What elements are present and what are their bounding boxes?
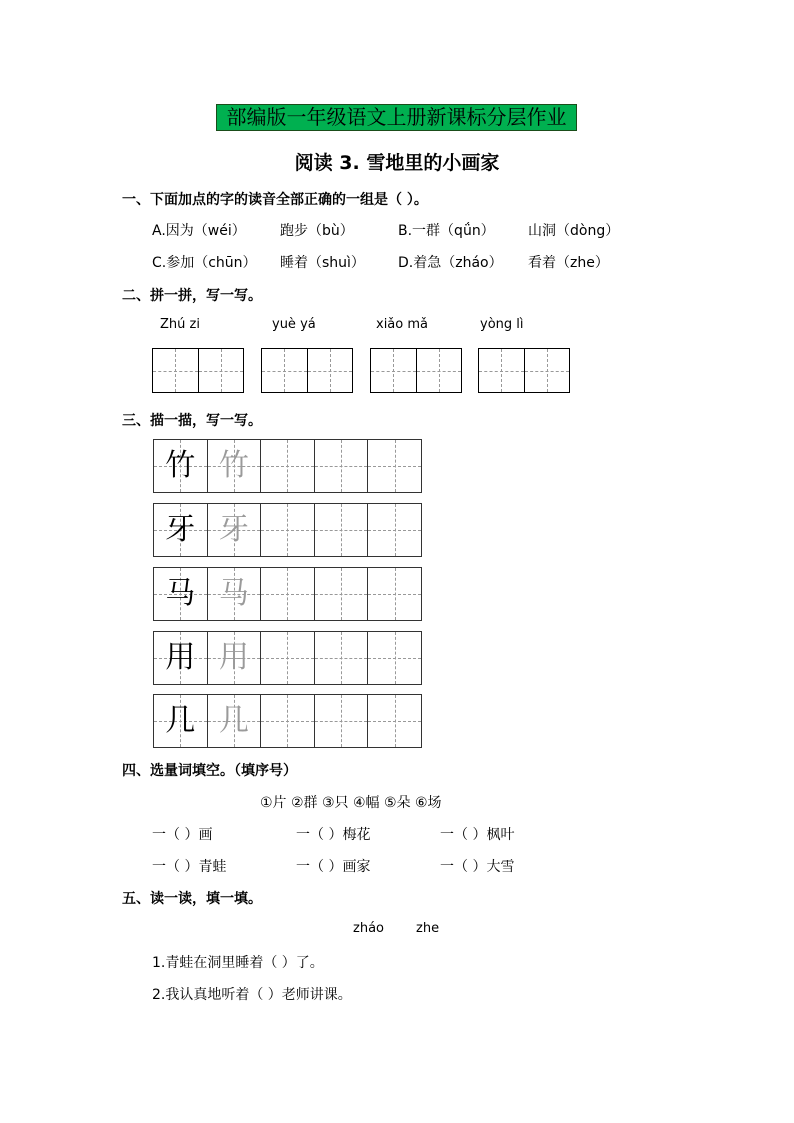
q5-heading: 五、读一读，填一填。 [122, 891, 262, 907]
practice-cell[interactable] [314, 632, 368, 684]
practice-cell[interactable] [314, 440, 368, 492]
practice-cell[interactable] [260, 440, 314, 492]
practice-cell[interactable] [367, 632, 421, 684]
practice-cell[interactable] [367, 695, 421, 747]
trace-character: 牙 [218, 512, 249, 547]
q1-option: B.一群（qǘn） [398, 223, 495, 239]
pinyin-label: yuè yá [272, 317, 316, 332]
trace-row [153, 694, 422, 748]
writing-box[interactable] [261, 348, 353, 393]
trace-character: 几 [218, 703, 249, 738]
writing-box[interactable] [478, 348, 570, 393]
trace-character: 用 [218, 640, 249, 675]
practice-cell[interactable] [260, 568, 314, 620]
q1-heading: 一、下面加点的字的读音全部正确的一组是（ ）。 [122, 192, 428, 208]
practice-cell[interactable] [367, 568, 421, 620]
model-character: 用 [165, 640, 196, 675]
trace-character: 竹 [218, 448, 249, 483]
q2-heading: 二、拼一拼，写一写。 [122, 288, 262, 304]
trace-row [153, 439, 422, 493]
pinyin-label: Zhú zi [160, 317, 200, 332]
q1-option: 看着（zhe） [528, 255, 609, 271]
header-banner: 部编版一年级语文上册新课标分层作业 [216, 104, 577, 131]
trace-row [153, 567, 422, 621]
pinyin-label: zháo [353, 921, 384, 936]
fill-blank[interactable]: 一（ ）枫叶 [440, 827, 515, 843]
model-character: 马 [165, 576, 196, 611]
q1-option: 跑步（bù） [280, 223, 354, 239]
writing-box[interactable] [152, 348, 244, 393]
fill-sentence[interactable]: 1.青蛙在洞里睡着（ ）了。 [152, 955, 324, 971]
practice-cell[interactable] [367, 440, 421, 492]
fill-blank[interactable]: 一（ ）画家 [296, 859, 371, 875]
q1-option: 山洞（dòng） [528, 223, 620, 239]
q1-option: C.参加（chūn） [152, 255, 257, 271]
trace-row [153, 503, 422, 557]
model-character: 竹 [165, 448, 196, 483]
fill-blank[interactable]: 一（ ）梅花 [296, 827, 371, 843]
practice-cell[interactable] [260, 632, 314, 684]
fill-blank[interactable]: 一（ ）大雪 [440, 859, 515, 875]
q1-option: A.因为（wéi） [152, 223, 246, 239]
q1-option: D.着急（zháo） [398, 255, 503, 271]
practice-cell[interactable] [314, 504, 368, 556]
q1-option: 睡着（shuì） [280, 255, 365, 271]
model-character: 牙 [165, 512, 196, 547]
practice-cell[interactable] [314, 568, 368, 620]
practice-cell[interactable] [260, 695, 314, 747]
fill-sentence[interactable]: 2.我认真地听着（ ）老师讲课。 [152, 987, 352, 1003]
pinyin-label: xiǎo mǎ [376, 317, 428, 332]
page-title: 阅读 3. 雪地里的小画家 [294, 152, 500, 174]
q4-heading: 四、选量词填空。（填序号） [122, 763, 297, 779]
pinyin-label: zhe [416, 921, 440, 936]
fill-blank[interactable]: 一（ ）青蛙 [152, 859, 227, 875]
trace-row [153, 631, 422, 685]
trace-character: 马 [218, 576, 249, 611]
model-character: 几 [165, 703, 196, 738]
pinyin-label: yòng lì [480, 317, 524, 332]
fill-blank[interactable]: 一（ ）画 [152, 827, 213, 843]
practice-cell[interactable] [314, 695, 368, 747]
writing-box[interactable] [370, 348, 462, 393]
measure-word-options: ①片 ②群 ③只 ④幅 ⑤朵 ⑥场 [260, 795, 442, 811]
q3-heading: 三、描一描，写一写。 [122, 413, 262, 429]
practice-cell[interactable] [260, 504, 314, 556]
practice-cell[interactable] [367, 504, 421, 556]
